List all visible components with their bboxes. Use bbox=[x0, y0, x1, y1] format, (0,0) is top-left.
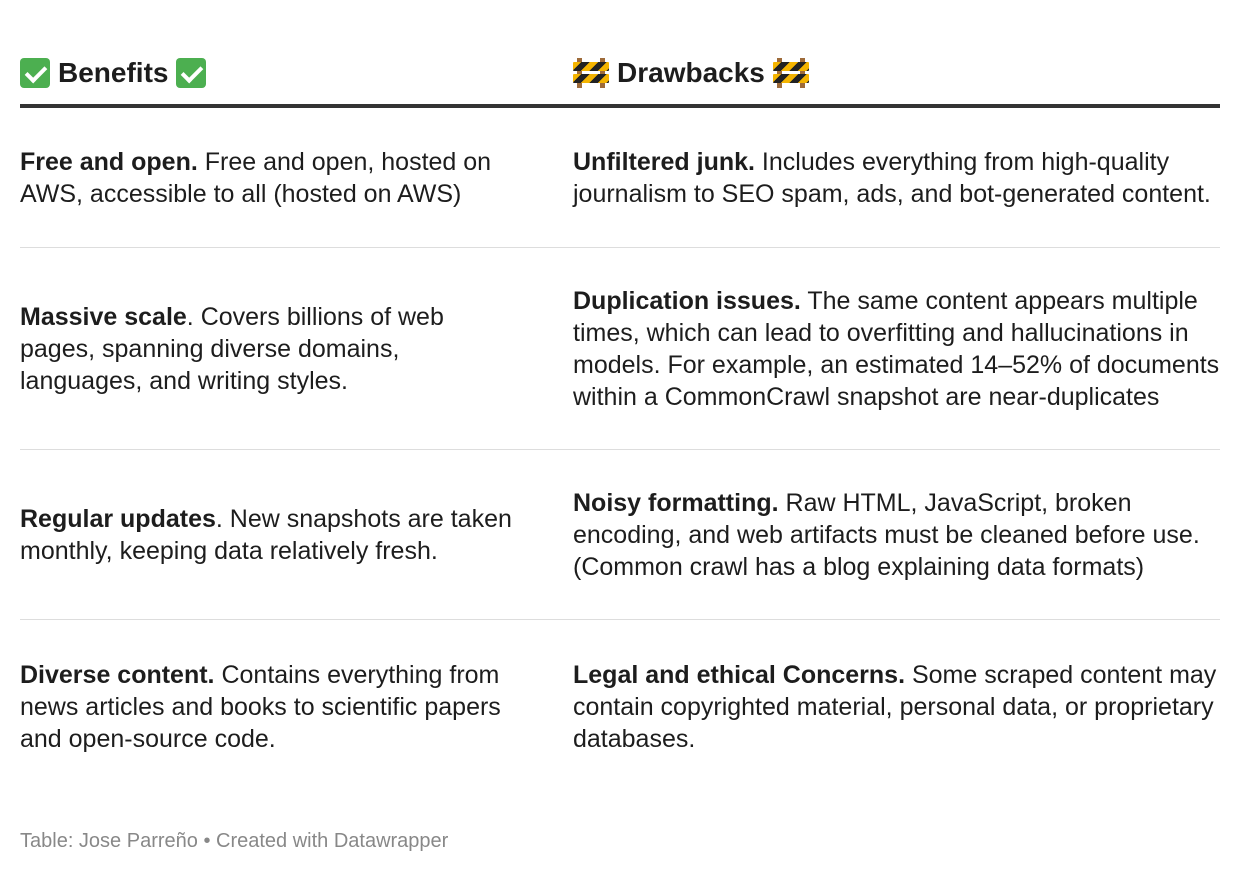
benefits-header bbox=[20, 50, 573, 104]
construction-barrier-icon bbox=[773, 56, 809, 88]
benefit-cell bbox=[20, 493, 573, 577]
check-mark-icon bbox=[176, 58, 206, 88]
benefit-title: Regular updates bbox=[20, 504, 216, 533]
drawback-title: Legal and ethical Concerns. bbox=[573, 661, 906, 689]
table-header bbox=[20, 50, 1220, 108]
drawback-cell bbox=[573, 136, 1220, 220]
benefit-cell bbox=[20, 291, 573, 407]
drawback-cell bbox=[573, 275, 1220, 423]
drawback-title: Noisy formatting. bbox=[573, 488, 779, 517]
benefit-text: . New snapshots are taken monthly, keeping data relatively fresh. bbox=[20, 504, 512, 565]
drawbacks-header bbox=[573, 50, 1220, 104]
drawback-cell bbox=[573, 649, 1220, 765]
benefit-cell bbox=[20, 649, 573, 765]
table-row bbox=[20, 108, 1220, 248]
drawback-title: Unfiltered junk. bbox=[573, 147, 755, 176]
drawback-text: Raw HTML, JavaScript, broken encoding, and web artifacts must be cleaned before use. (Common crawl has a blog explaining data formats) bbox=[573, 488, 1200, 581]
drawback-text: The same content appears multiple times, which can lead to overfitting and hallucinations in models. For example, an estimated 14–52% of documents within a CommonCrawl snapshot are near-duplicates bbox=[573, 286, 1220, 411]
check-mark-icon bbox=[20, 58, 50, 88]
table-row bbox=[20, 248, 1220, 450]
benefits-header-label: Benefits bbox=[58, 57, 169, 88]
table-row bbox=[20, 620, 1220, 794]
benefit-title: Free and open. bbox=[20, 147, 198, 176]
benefit-cell bbox=[20, 136, 573, 220]
benefit-text: Contains everything from news articles and books to scientific papers and open-source code. bbox=[20, 661, 501, 753]
benefit-text: Free and open, hosted on AWS, accessible to all (hosted on AWS) bbox=[20, 147, 492, 208]
benefit-text: . Covers billions of web pages, spanning diverse domains, languages, and writing styles. bbox=[20, 302, 444, 395]
drawback-text: Includes everything from high-quality journalism to SEO spam, ads, and bot-generated content. bbox=[573, 147, 1211, 208]
table-credit: Table: Jose Parreño • Created with Datawrapper bbox=[20, 830, 449, 852]
drawbacks-header-label: Drawbacks bbox=[617, 57, 765, 88]
comparison-table bbox=[20, 50, 1220, 794]
construction-barrier-icon bbox=[573, 56, 609, 88]
drawback-cell bbox=[573, 477, 1220, 593]
benefit-title: Massive scale bbox=[20, 302, 187, 331]
table-row bbox=[20, 450, 1220, 620]
drawback-title: Duplication issues. bbox=[573, 286, 801, 315]
drawback-text: Some scraped content may contain copyrighted material, personal data, or proprietary databases. bbox=[573, 661, 1217, 753]
benefit-title: Diverse content. bbox=[20, 661, 215, 689]
